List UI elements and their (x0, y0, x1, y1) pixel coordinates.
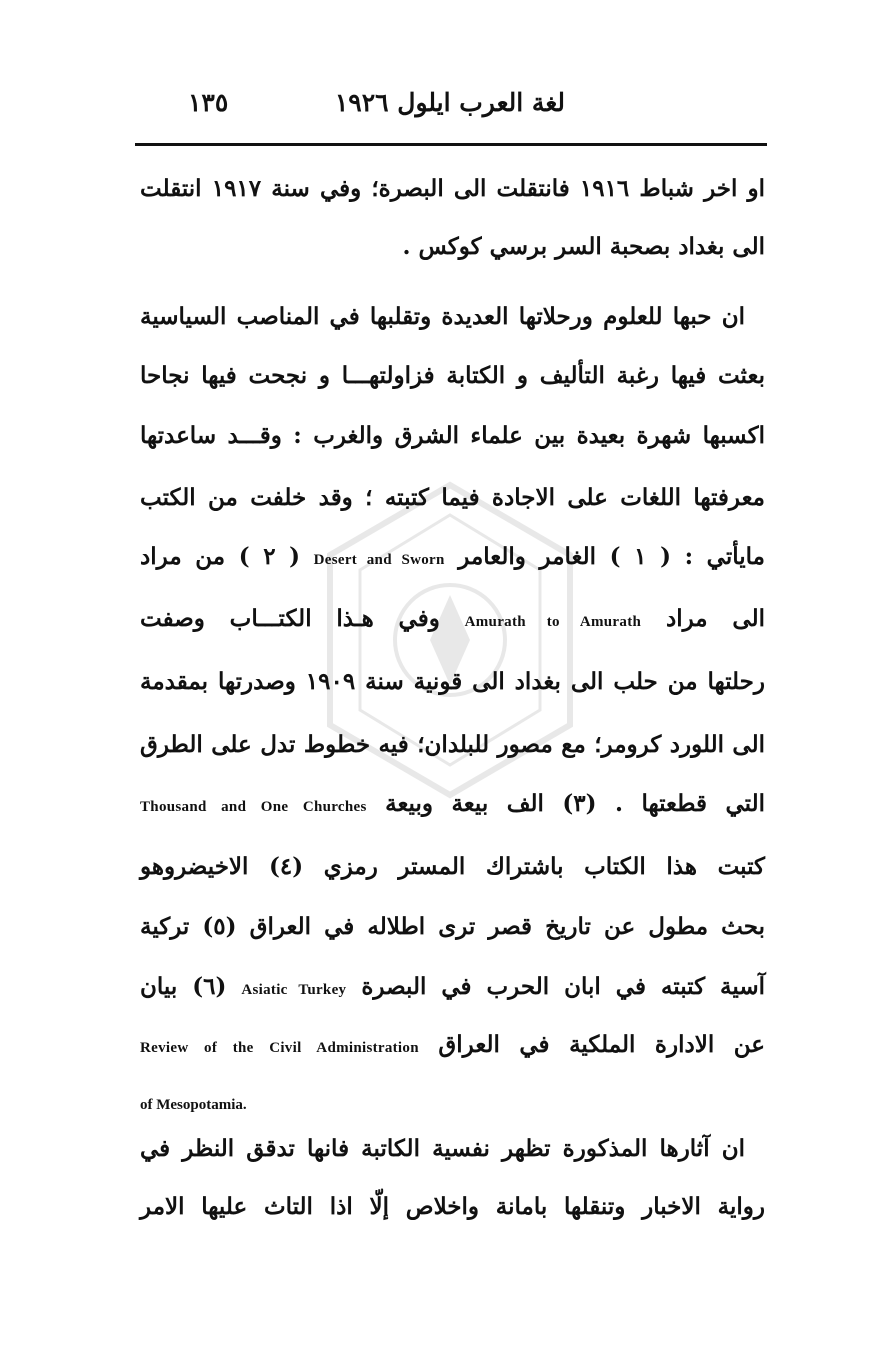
arabic-segment: الى مراد (665, 605, 765, 632)
mixed-text-line (140, 973, 765, 1001)
english-title-continuation: of Mesopotamia. (140, 1097, 247, 1113)
mixed-text-line (140, 543, 765, 571)
mixed-text-line (140, 790, 765, 818)
english-title: Review of the Civil Administration (140, 1040, 419, 1056)
arabic-segment: وفي هـذا الكتـــاب وصفت (140, 605, 440, 632)
text-line: او اخر شباط ١٩١٦ فانتقلت الى البصرة؛ وفي سنة ١٩١٧ انتقلت (140, 175, 765, 202)
arabic-segment: ( ٢ ) من مراد (140, 543, 301, 570)
mixed-text-line (140, 605, 765, 633)
text-line: ان حبها للعلوم ورحلاتها العديدة وتقلبها في المناصب السياسية (140, 303, 745, 330)
header-rule (135, 143, 767, 146)
page-header (140, 88, 760, 128)
text-line: بحث مطول عن تاريخ قصر ترى اطلاله في العراق (٥) تركية (140, 913, 766, 940)
english-title: Amurath to Amurath (464, 614, 642, 630)
text-line: بعثت فيها رغبة التأليف و الكتابة فزاولتهـــا و نجحت فيها نجاحا (140, 362, 765, 389)
text-line: رحلتها من حلب الى بغداد الى قونية سنة ١٩٠٩ وصدرتها بمقدمة (140, 668, 765, 695)
english-title: Asiatic Turkey (241, 982, 347, 998)
arabic-segment: التي قطعتها . (٣) الف بيعة وبيعة (385, 790, 765, 817)
text-line: كتبت هذا الكتاب باشتراك المستر رمزي (٤) الاخيضروهو (140, 853, 765, 880)
running-title: لغة العرب ايلول ١٩٢٦ (334, 88, 565, 117)
text-line: رواية الاخبار وتنقلها بامانة واخلاص إلّا اذا التاث عليها الامر (140, 1193, 765, 1220)
text-line: الى اللورد كرومر؛ مع مصور للبلدان؛ فيه خطوط تدل على الطرق (140, 731, 765, 758)
english-title: Desert and Sworn (313, 552, 445, 568)
arabic-segment: آسية كتبته في ابان الحرب في البصرة (361, 973, 765, 1000)
text-line: اكسبها شهرة بعيدة بين علماء الشرق والغرب : وقـــد ساعدتها (140, 422, 765, 449)
text-line: ان آثارها المذكورة تظهر نفسية الكاتبة فانها تدقق النظر في (140, 1135, 745, 1162)
text-line: معرفتها اللغات على الاجادة فيما كتبته ؛ وقد خلفت من الكتب (140, 484, 765, 511)
arabic-segment: (٦) بيان (140, 973, 227, 1000)
mixed-text-line (140, 1031, 765, 1059)
arabic-segment: عن الادارة الملكية في العراق (438, 1031, 766, 1058)
page-number: ١٣٥ (188, 88, 229, 117)
text-line: الى بغداد بصحبة السر برسي كوكس . (402, 233, 765, 260)
arabic-segment: مايأتي : ( ١ ) الغامر والعامر (458, 543, 765, 570)
english-title: Thousand and One Churches (140, 799, 367, 815)
